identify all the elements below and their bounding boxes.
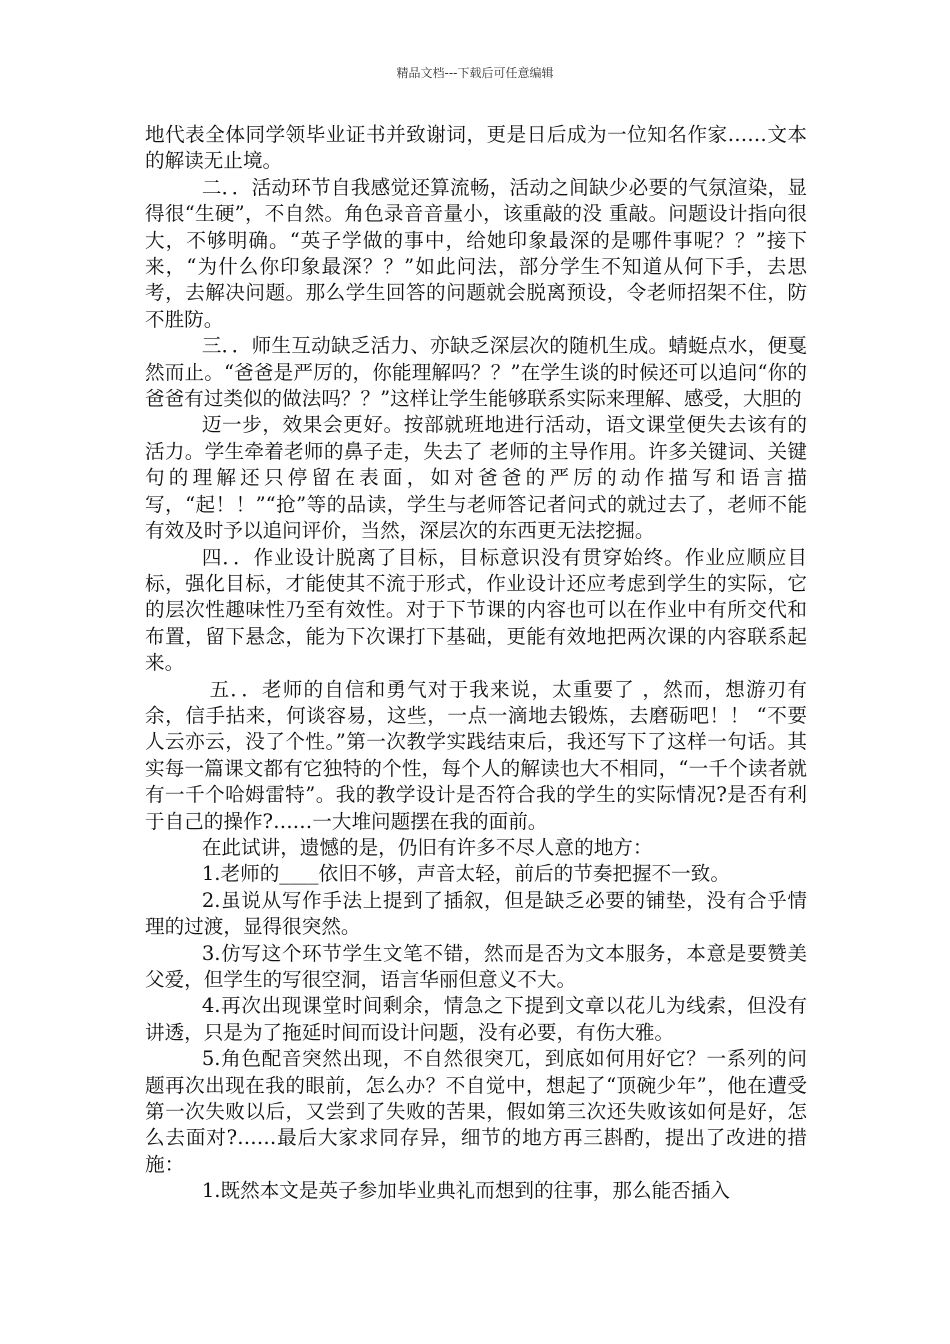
paragraph-section-4: 四．．作业设计脱离了目标，目标意识没有贯穿始终。作业应顺应目标，强化目标，才能使其不流于形式，作业设计还应考虑到学生的实际，它的层次性趣味性乃至有效性。对于下节课的内容也可以在作业中有所交代和布置，留下悬念，能为下次课打下基础，更能有效地把两次课的内容联系起来。 xyxy=(145,545,807,675)
list-item-regret-4: 4.再次出现课堂时间剩余，情急之下提到文章以花儿为线索，但没有讲透，只是为了拖延时间而设计问题，没有必要，有伤大雅。 xyxy=(145,994,807,1044)
paragraph-section-2: 二．．活动环节自我感觉还算流畅，活动之间缺少必要的气氛渲染，显得很“生硬”，不自然。角色录音音量小，该重敲的没 重敲。问题设计指向很大，不够明确。“英子学做的事中，给她印象最深的是哪件事呢？？”接下来，“为什么你印象最深？？”如此问法，部分学生不知道从何下手，去思考，去解决问题。那么学生回答的问题就会脱离预设，令老师招架不住，防不胜防。 xyxy=(145,175,807,331)
list-item-regret-2: 2.虽说从写作手法上提到了插叙，但是缺乏必要的铺垫，没有合乎情理的过渡，显得很突然。 xyxy=(145,888,807,939)
list-item-regret-1: 1.老师的____依旧不够，声音太轻，前后的节奏把握不一致。 xyxy=(201,862,730,886)
paragraph-section-3-continued: 迈一步，效果会更好。按部就班地进行活动，语文课堂便失去该有的活力。学生牵着老师的鼻子走，失去了 老师的主导作用。许多关键词、关键句的理解还只停留在表面，如对爸爸的严厉的动作描写和语言描写，“起！！”“抢”等的品读，学生与老师答记者问式的就过去了，老师不能有效及时予以追问评价，当然，深层次的东西更无法挖掘。 xyxy=(145,413,807,543)
paragraph-section-5: 五．．老师的自信和勇气对于我来说，太重要了 ，然而，想游刃有余，信手拈来，何谈容易，这些，一点一滴地去锻炼，去磨砺吧！！ “不要人云亦云，没了个性。”第一次教学实践结束后，我还写下了这样一句话。其实每一篇课文都有它独特的个性，每个人的解读也大不相同，“一千个读者就有一千个哈姆雷特”。我的教学设计是否符合我的学生的实际情况?是否有利于自己的操作?……一大堆问题摆在我的面前。 xyxy=(145,677,807,833)
list-item-improvement-1: 1.既然本文是英子参加毕业典礼而想到的往事，那么能否插入 xyxy=(201,1179,730,1203)
paragraph-regrets-intro: 在此试讲，遗憾的是，仍旧有许多不尽人意的地方： xyxy=(201,835,653,859)
list-item-regret-3: 3.仿写这个环节学生文笔不错，然而是否为文本服务，本意是要赞美父爱，但学生的写很空洞，语言华丽但意义不大。 xyxy=(145,941,807,991)
paragraph-intro: 地代表全体同学领毕业证书并致谢词，更是日后成为一位知名作家……文本的解读无止境。 xyxy=(145,123,807,173)
paragraph-section-3: 三．．师生互动缺乏活力、亦缺乏深层次的随机生成。蜻蜓点水，便戛然而止。“爸爸是严厉的，你能理解吗？？”在学生谈的时候还可以追问“你的爸爸有过类似的做法吗？？”这样让学生能够联系实际来理解、感受，大胆的 xyxy=(145,334,807,411)
list-item-regret-5: 5.角色配音突然出现，不自然很突兀，到底如何用好它？一系列的问题再次出现在我的眼前，怎么办？不自觉中，想起了“顶碗少年”，他在遭受第一次失败以后，又尝到了失败的苦果，假如第三次还失败该如何是好，怎么去面对?……最后大家求同存异，细节的地方再三斟酌，提出了改进的措施： xyxy=(145,1047,807,1176)
page-header: 精品文档---下载后可任意编辑 xyxy=(396,66,554,80)
document-body xyxy=(145,122,807,1205)
